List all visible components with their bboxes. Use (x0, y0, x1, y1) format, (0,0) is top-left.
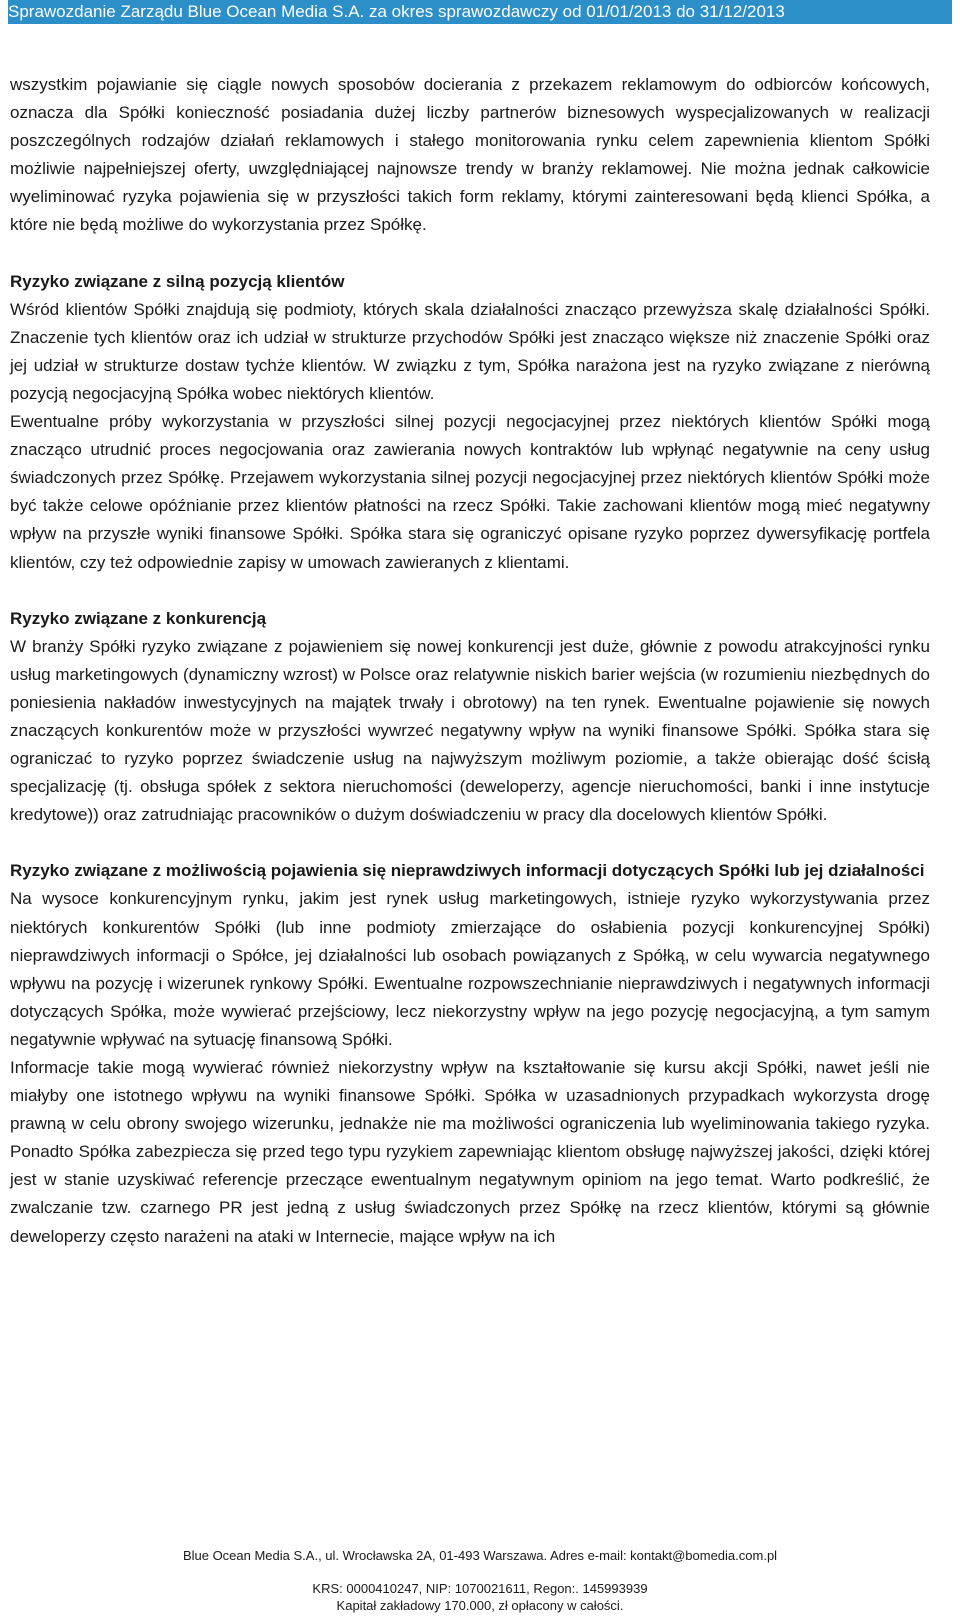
section-clients-paragraph-1: Wśród klientów Spółki znajdują się podmioty, których skala działalności znacząco przewyższa skalę działalności Spółki. Znaczenie tych klientów oraz ich udział w strukturze przychodów Spółki jest znacząco większe niż znaczenie Spółki oraz jej udział w strukturze dostaw tychże klientów. W związku z tym, Spółka narażona jest na ryzyko związane z nierówną pozycją negocjacyjną Spółka wobec niektórych klientów. (10, 299, 930, 403)
section-clients-paragraph-2: Ewentualne próby wykorzystania w przyszłości silnej pozycji negocjacyjnej przez niektórych klientów Spółki mogą znacząco utrudnić proces negocjowania oraz zawierania nowych kontraktów lub wpłynąć negatywnie na ceny usług świadczonych przez Spółkę. Przejawem wykorzystania silnej pozycji negocjacyjnej przez niektórych klientów Spółki może być także celowe opóźnianie przez klientów płatności na rzecz Spółki. Takie zachowani klientów mogą mieć negatywny wpływ na przyszłe wyniki finansowe Spółki. Spółka stara się ograniczyć opisane ryzyko poprzez dywersyfikację portfela klientów, czy też odpowiednie zapisy w umowach zawieranych z klientami. (10, 412, 930, 572)
section-false-information-paragraph-1: Na wysoce konkurencyjnym rynku, jakim jest rynek usług marketingowych, istnieje ryzyko wykorzystywania przez niektórych konkurentów Spółki (lub inne podmioty zmierzające do osłabienia pozycji konkurencyjnej Spółki) nieprawdziwych informacji o Spółce, jej działalności lub osobach powiązanych z Spółką, w celu wywarcia negatywnego wpływu na pozycję i wizerunek rynkowy Spółki. Ewentualne rozpowszechnianie nieprawdziwych i negatywnych informacji dotyczących Spółka, może wywierać przejściowy, lecz niekorzystny wpływ na jego pozycję negocjacyjną, a tym samym negatywnie wpływać na sytuację finansową Spółki. (10, 889, 930, 1049)
footer-capital: Kapitał zakładowy 170.000, zł opłacony w całości. (336, 1598, 624, 1613)
section-false-information-paragraph-2: Informacje takie mogą wywierać również niekorzystny wpływ na kształtowanie się kursu akcji Spółki, nawet jeśli nie miałyby one istotnego wpływu na wyniki finansowe Spółki. Spółka w uzasadnionych przypadkach wykorzysta drogę prawną w celu obrony swojego wizerunku, jednakże nie ma możliwości ograniczenia lub wyeliminowania takiego ryzyka. Ponadto Spółka zabezpiecza się przed tego typu ryzykiem zapewniając klientom obsługę najwyższej jakości, dzięki której jest w stanie uzyskiwać referencje przeczące ewentualnym negatywnym opiniom na jego temat. Warto podkreślić, że zwalczanie tzw. czarnego PR jest jedną z usług świadczonych przez Spółkę na rzecz klientów, którymi są głównie deweloperzy często narażeni na ataki w Internecie, mające wpływ na ich (10, 1058, 930, 1246)
section-gap (10, 240, 930, 268)
section-competition-paragraph-1: W branży Spółki ryzyko związane z pojawieniem się nowej konkurencji jest duże, głównie z powodu atrakcyjności rynku usług marketingowych (dynamiczny wzrost) w Polsce oraz relatywnie niskich barier wejścia (w rozumieniu niezbędnych do poniesienia nakładów inwestycyjnych na majątek trwały i obrotowy) na ten rynek. Ewentualne pojawienie się nowych znaczących konkurentów może w przyszłości wywrzeć negatywny wpływ na wyniki finansowe Spółki. Spółka stara się ograniczać to ryzyko poprzez świadczenie usług na najwyższym możliwym poziomie, a także obierając dość ścisłą specjalizację (tj. obsługa spółek z sektora nieruchomości (deweloperzy, agencje nieruchomości, banki i inne instytucje kredytowe)) oraz zatrudniając pracowników o dużym doświadczeniu w pracy dla docelowych klientów Spółki. (10, 636, 930, 825)
section-heading-false-information: Ryzyko związane z możliwością pojawienia się nieprawdziwych informacji dotyczących Spółki lub jej działalności (10, 861, 925, 881)
section-heading-competition: Ryzyko związane z konkurencją (10, 608, 267, 628)
section-gap (10, 577, 930, 605)
section-heading-clients: Ryzyko związane z silną pozycją klientów (10, 271, 345, 291)
footer-address: Blue Ocean Media S.A., ul. Wrocławska 2A, 01-493 Warszawa. Adres e-mail: kontakt@bomedia.com.pl (182, 1548, 778, 1563)
document-header-bar (8, 0, 952, 24)
section-gap (10, 829, 930, 857)
intro-paragraph: wszystkim pojawianie się ciągle nowych sposobów docierania z przekazem reklamowym do odbiorców końcowych, oznacza dla Spółki konieczność posiadania dużej liczby partnerów biznesowych wyspecjalizowanych w realizacji poszczególnych rodzajów działań reklamowych i stałego monitorowania rynku celem zapewnienia klientom Spółki możliwie najpełniejszej oferty, uwzględniającej najnowsze trendy w branży reklamowej. Nie można jednak całkowicie wyeliminować ryzyka pojawienia się w przyszłości takich form reklamy, którymi zainteresowani będą klienci Spółka, a które nie będą możliwe do wykorzystania przez Spółkę. (10, 75, 930, 235)
footer-registry: KRS: 0000410247, NIP: 1070021611, Regon:. 145993939 (312, 1581, 648, 1596)
document-header-title: Sprawozdanie Zarządu Blue Ocean Media S.A. za okres sprawozdawczy od 01/01/2013 do 31/12/2013 (8, 2, 785, 21)
document-body (10, 71, 930, 1251)
